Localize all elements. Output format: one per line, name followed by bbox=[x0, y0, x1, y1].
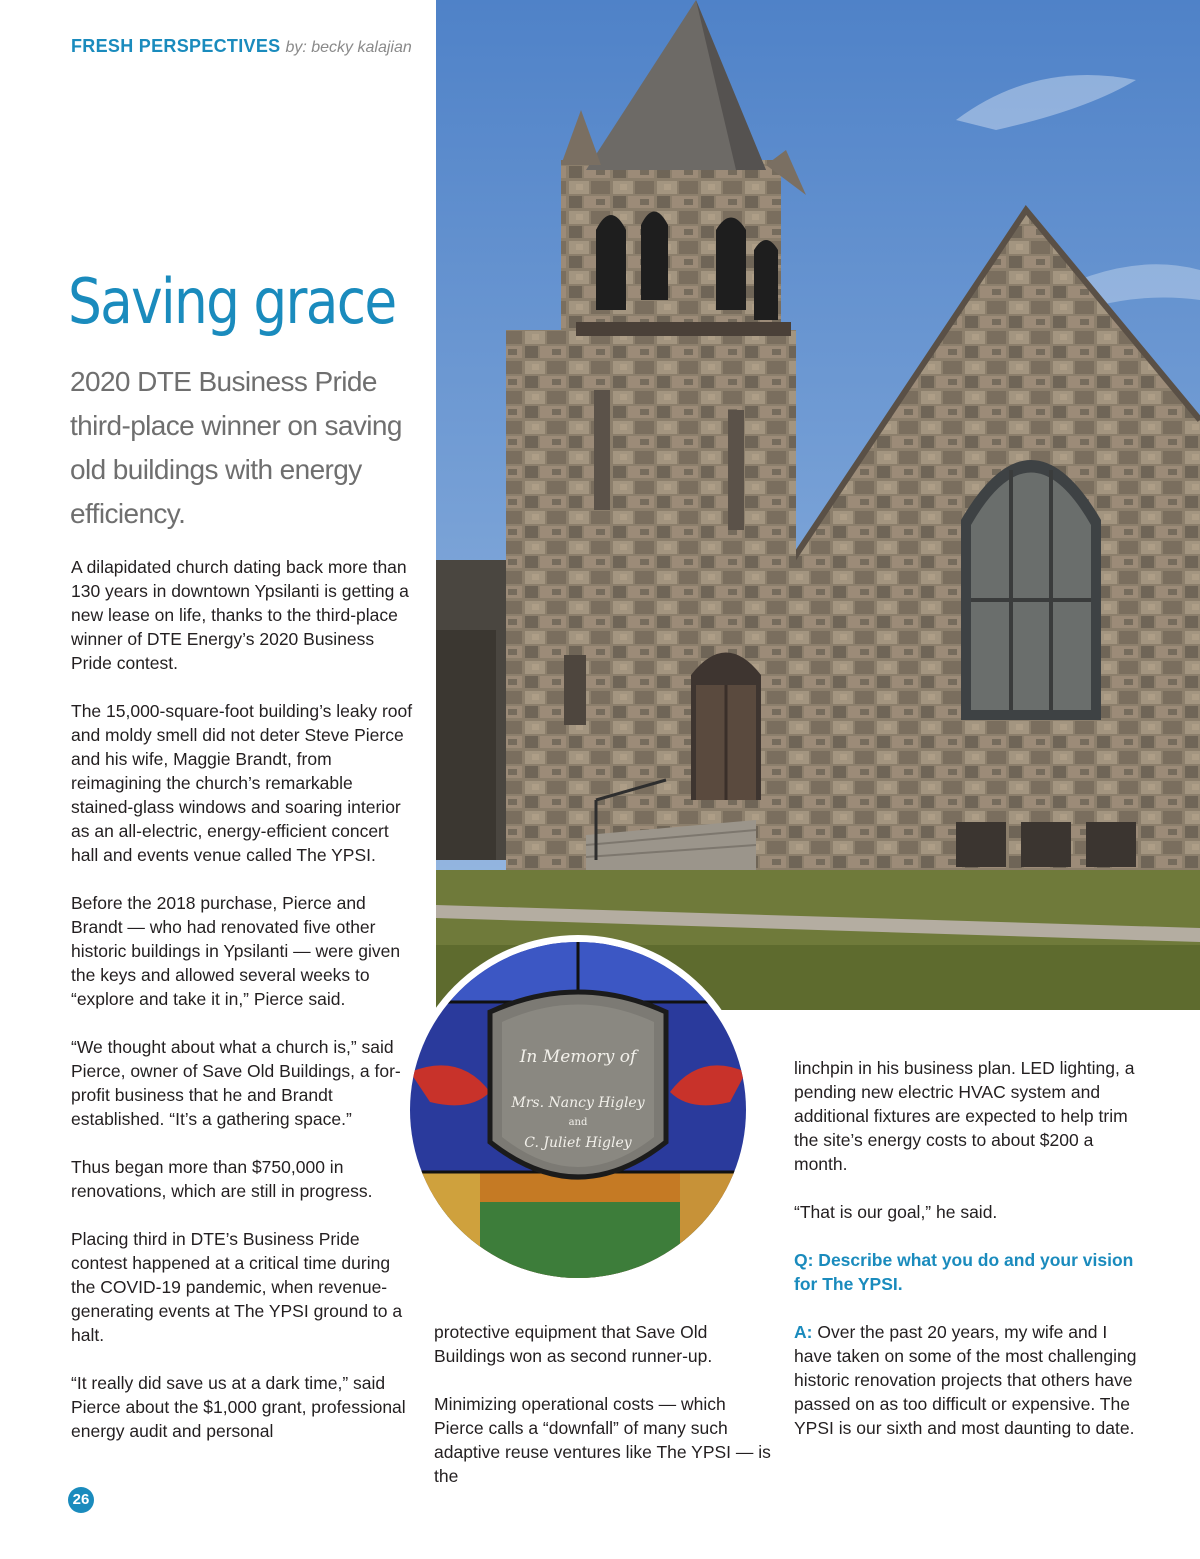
interview-question: Q: Describe what you do and your vision for The YPSI. bbox=[794, 1250, 1134, 1294]
paragraph: “We thought about what a church is,” said Pierce, owner of Save Old Buildings, a for-profit business that he and Brandt established. “It’s a gathering space.” bbox=[71, 1037, 401, 1129]
paragraph: “It really did save us at a dark time,” said Pierce about the $1,000 grant, professional energy audit and personal bbox=[71, 1373, 406, 1441]
interview-answer bbox=[794, 1320, 1139, 1440]
section-kicker bbox=[71, 36, 412, 57]
page-number: 26 bbox=[68, 1487, 94, 1513]
church-photo bbox=[436, 0, 1200, 1010]
answer-label: A: bbox=[794, 1322, 813, 1342]
body-column-1 bbox=[71, 555, 416, 1467]
inset-text-line3: and bbox=[568, 1117, 588, 1128]
article-title: Saving grace bbox=[68, 265, 396, 338]
inset-text-line2: Mrs. Nancy Higley bbox=[511, 1095, 645, 1111]
paragraph: Minimizing operational costs — which Pierce calls a “downfall” of many such adaptive reuse ventures like The YPSI — is the bbox=[434, 1394, 771, 1486]
paragraph: linchpin in his business plan. LED lighting, a pending new electric HVAC system and additional fixtures are expected to help trim the site’s energy costs to about $200 a month. bbox=[794, 1058, 1135, 1174]
article-deck: 2020 DTE Business Pride third-place winner on saving old buildings with energy efficiency. bbox=[70, 366, 402, 529]
paragraph: “That is our goal,” he said. bbox=[794, 1202, 998, 1222]
body-column-3 bbox=[794, 1056, 1139, 1464]
section-label: FRESH PERSPECTIVES bbox=[71, 36, 281, 56]
paragraph: Before the 2018 purchase, Pierce and Brandt — who had renovated five other historic buildings in Ypsilanti — were given the keys and allowed several weeks to “explore and take it in,” Pierce said. bbox=[71, 893, 401, 1009]
paragraph: protective equipment that Save Old Buildings won as second runner-up. bbox=[434, 1322, 713, 1366]
paragraph: Thus began more than $750,000 in renovations, which are still in progress. bbox=[71, 1157, 373, 1201]
paragraph: The 15,000-square-foot building’s leaky roof and moldy smell did not deter Steve Pierce and his wife, Maggie Brandt, from reimagining the church’s remarkable stained-glass windows and soaring interior as an all-electric, energy-efficient concert hall and events venue called The YPSI. bbox=[71, 701, 413, 865]
answer-text: Over the past 20 years, my wife and I have taken on some of the most challenging historic renovation projects that others have passed on as too difficult or expensive. The YPSI is our sixth and most daunting to date. bbox=[794, 1322, 1137, 1438]
inset-text-line1: In Memory of bbox=[519, 1047, 637, 1067]
paragraph: A dilapidated church dating back more than 130 years in downtown Ypsilanti is getting a new lease on life, thanks to the third-place winner of DTE Energy’s 2020 Business Pride contest. bbox=[71, 557, 409, 673]
inset-text-line4: C. Juliet Higley bbox=[524, 1135, 632, 1151]
stained-glass-inset-photo bbox=[410, 942, 746, 1278]
byline: by: becky kalajian bbox=[285, 39, 412, 56]
body-column-2 bbox=[434, 1320, 779, 1512]
paragraph: Placing third in DTE’s Business Pride contest happened at a critical time during the COVID-19 pandemic, when revenue-generating events at The YPSI ground to a halt. bbox=[71, 1229, 403, 1345]
